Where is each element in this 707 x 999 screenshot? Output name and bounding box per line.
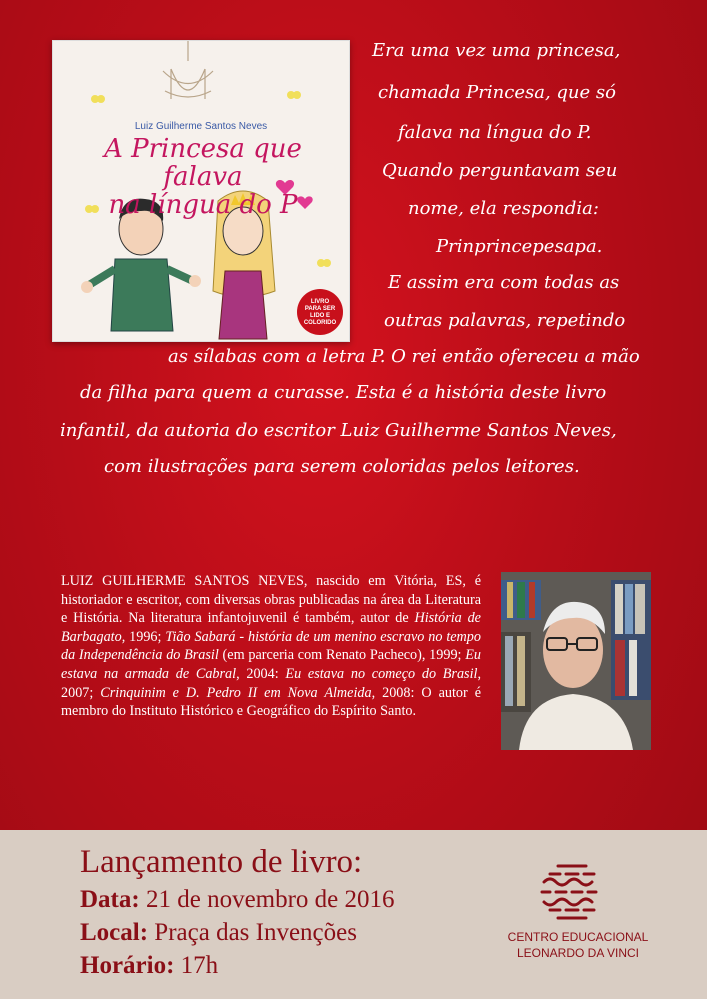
author-photo — [501, 572, 651, 750]
cover-title-line2: na língua do P — [108, 190, 298, 220]
event-heading: Lançamento de livro: — [80, 844, 363, 880]
school-logo-icon — [536, 860, 608, 924]
school-name-line1: CENTRO EDUCACIONAL — [507, 930, 649, 944]
cover-author: Luiz Guilherme Santos Neves — [134, 121, 268, 132]
bio-text: (em parceria com Renato Pacheco), 1999; — [218, 647, 466, 664]
time-value: 17h — [174, 952, 219, 979]
bio-book-title: História de Barbagato — [61, 610, 481, 645]
badge-line1: LIVRO — [310, 299, 330, 305]
story-line: da filha para quem a curasse. Esta é a história deste livro — [80, 382, 607, 403]
bio-book-title: Tião Sabará - história de um menino escravo no tempo da Independência do Brasil — [61, 628, 481, 664]
author-photo-illustration — [501, 572, 651, 750]
time-label: Horário: — [80, 952, 175, 979]
event-time — [80, 952, 218, 980]
event-date — [80, 886, 395, 914]
location-label: Local: — [80, 919, 149, 946]
date-label: Data: — [80, 886, 140, 913]
bio-book-title: Eu estava na armada de Cabral — [61, 647, 481, 682]
story-line: infantil, da autoria do escritor Luiz Guilherme Santos Neves, — [60, 420, 617, 441]
badge-line3: LIDO E — [309, 313, 330, 319]
bio-book-title: Eu estava no começo do Brasil — [285, 665, 478, 682]
author-bio — [61, 572, 481, 721]
story-line: com ilustrações para serem coloridas pelos leitores. — [104, 456, 580, 477]
story-line: falava na língua do P. — [398, 122, 592, 143]
story-line: Prinprincepesapa. — [436, 236, 603, 257]
story-line: E assim era com todas as — [388, 272, 620, 293]
cover-title — [63, 135, 343, 219]
event-location — [80, 919, 357, 947]
bio-text: , 2007; — [61, 665, 481, 701]
cover-badge — [297, 289, 343, 335]
bio-book-title: Crinquinim e D. Pedro II em Nova Almeida — [100, 684, 372, 701]
book-cover-image — [52, 40, 350, 342]
story-line: Era uma vez uma princesa, — [372, 40, 621, 61]
badge-line4: COLORIDO — [303, 320, 337, 326]
bio-text: LUIZ GUILHERME SANTOS NEVES, nascido em Vitória, ES, é historiador e escritor, com diversas obras publicadas na área da Literatura e História. Na literatura infantojuvenil é também, autor de — [61, 573, 481, 627]
story-line: as sílabas com a letra P. O rei então ofereceu a mão — [168, 346, 640, 367]
event-footer — [0, 830, 707, 999]
story-line: outras palavras, repetindo — [384, 310, 626, 331]
date-value: 21 de novembro de 2016 — [139, 886, 395, 913]
bio-text: , 1996; — [121, 628, 166, 645]
story-line: chamada Princesa, que só — [378, 82, 616, 103]
school-name-line2: LEONARDO DA VINCI — [516, 946, 640, 960]
cover-title-line1: A Princesa que falava — [104, 134, 302, 192]
location-value: Praça das Invenções — [148, 919, 357, 946]
bio-text: , 2004: — [236, 665, 286, 682]
story-line: nome, ela respondia: — [408, 198, 599, 219]
bio-text: , 2008: O autor é membro do Instituto Histórico e Geográfico do Espírito Santo. — [61, 684, 481, 720]
badge-line2: PARA SER — [304, 306, 336, 312]
story-line: Quando perguntavam seu — [382, 160, 618, 181]
